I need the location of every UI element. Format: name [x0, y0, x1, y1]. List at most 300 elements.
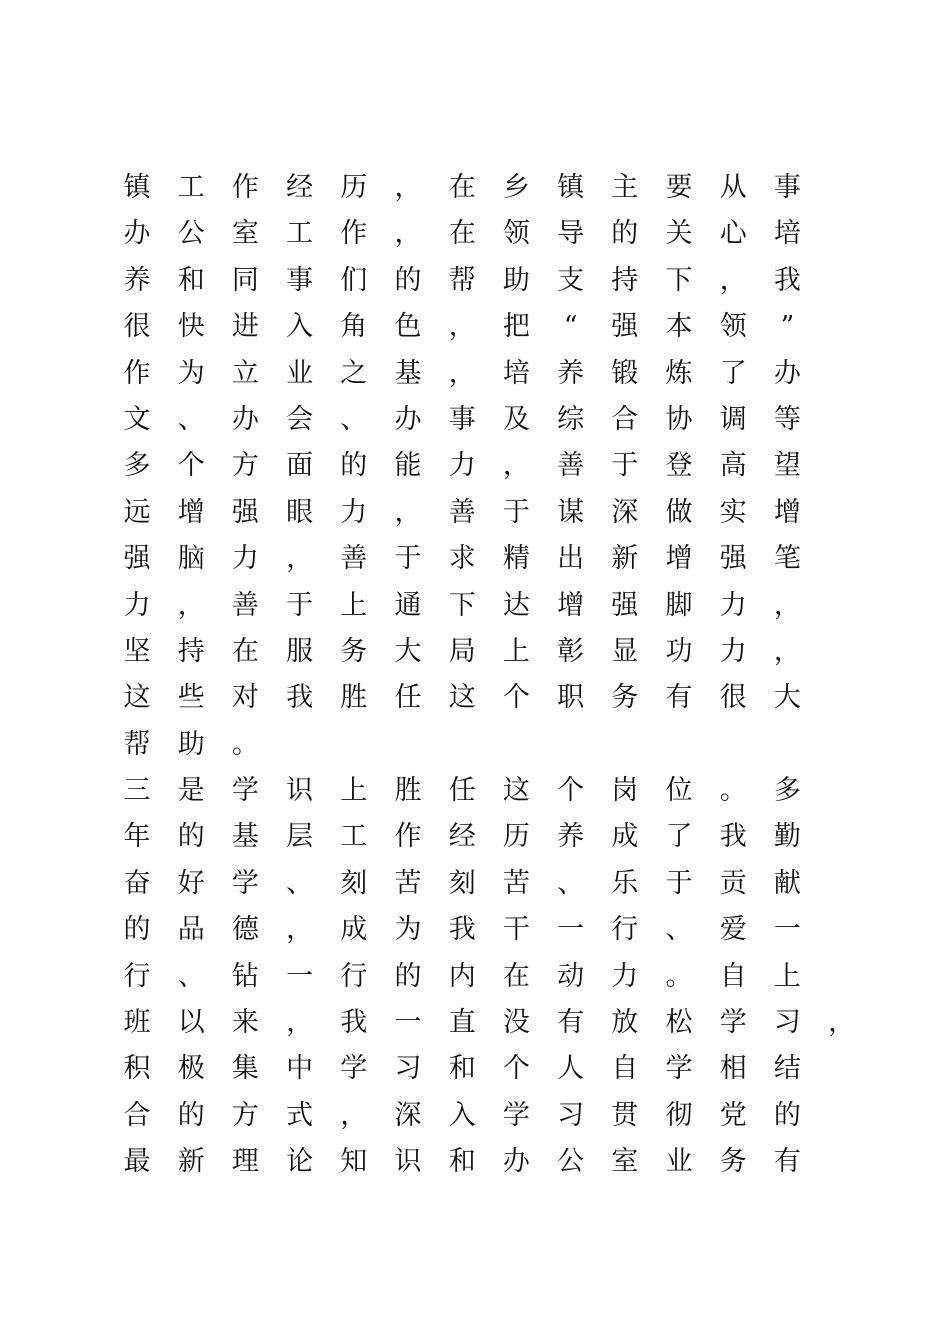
- text-char: 行: [611, 914, 639, 946]
- text-char: 远: [123, 496, 151, 528]
- text-char: 习: [394, 1053, 422, 1085]
- text-char: 为: [394, 914, 422, 946]
- text-char: 上: [773, 960, 801, 992]
- text-line: [0, 629, 950, 675]
- text-char: 放: [611, 1007, 639, 1039]
- text-char: 人: [557, 1053, 585, 1085]
- text-char: 综: [557, 403, 585, 435]
- text-char: 作: [394, 821, 422, 853]
- text-char: 、: [557, 867, 585, 899]
- text-char: 谋: [557, 496, 585, 528]
- text-char: 很: [123, 311, 151, 343]
- text-char: 合: [611, 403, 639, 435]
- text-char: 支: [557, 264, 585, 296]
- text-char: 有: [773, 1146, 801, 1178]
- text-char: 服: [286, 635, 314, 667]
- text-char: 及: [502, 403, 530, 435]
- text-char: ，: [286, 543, 314, 575]
- text-char: 镇: [123, 172, 151, 203]
- text-char: 苦: [394, 867, 422, 899]
- text-char: 在: [448, 218, 476, 250]
- text-char: 成: [611, 821, 639, 853]
- text-char: 领: [502, 218, 530, 250]
- text-char: ，: [394, 172, 422, 203]
- text-char: 胜: [394, 775, 422, 807]
- text-char: 学: [502, 1099, 530, 1131]
- text-char: 集: [231, 1053, 259, 1085]
- text-char: 大: [394, 635, 422, 667]
- text-line: [0, 536, 950, 582]
- text-line: [0, 675, 950, 721]
- text-char: 合: [123, 1099, 151, 1131]
- text-char: 岗: [611, 775, 639, 807]
- text-char: 方: [231, 450, 259, 482]
- text-char: 办: [773, 357, 801, 389]
- text-char: ，: [448, 357, 476, 389]
- text-char: 极: [177, 1053, 205, 1085]
- text-char: 习: [557, 1099, 585, 1131]
- text-char: 干: [502, 914, 530, 946]
- text-char: 德: [231, 914, 259, 946]
- text-char: 我: [448, 914, 476, 946]
- text-char: 帮: [123, 728, 151, 760]
- text-char: 新: [611, 543, 639, 575]
- text-char: 力: [340, 496, 368, 528]
- text-char: 了: [719, 357, 747, 389]
- text-line: [0, 907, 950, 953]
- text-char: 胜: [340, 682, 368, 714]
- text-char: 力: [719, 635, 747, 667]
- text-char: 善: [340, 543, 368, 575]
- text-char: 、: [177, 403, 205, 435]
- text-char: 脚: [665, 589, 693, 621]
- text-char: 论: [286, 1146, 314, 1178]
- text-char: 文: [123, 403, 151, 435]
- text-char: 个: [177, 450, 205, 482]
- text-char: 眼: [286, 496, 314, 528]
- text-char: 了: [665, 821, 693, 853]
- text-char: 和: [177, 264, 205, 296]
- text-char: 的: [394, 264, 422, 296]
- text-char: 善: [557, 450, 585, 482]
- text-char: 彰: [557, 635, 585, 667]
- text-char: 历: [502, 821, 530, 853]
- text-char: 行: [123, 960, 151, 992]
- text-char: 层: [286, 821, 314, 853]
- text-char: 能: [394, 450, 422, 482]
- text-char: 、: [665, 914, 693, 946]
- text-char: 本: [665, 311, 693, 343]
- text-char: 通: [394, 589, 422, 621]
- text-char: 助: [502, 264, 530, 296]
- text-char: 一: [394, 1007, 422, 1039]
- text-char: 于: [611, 450, 639, 482]
- text-char: 实: [719, 496, 747, 528]
- text-char: 内: [448, 960, 476, 992]
- text-char: 作: [340, 218, 368, 250]
- text-char: 锻: [611, 357, 639, 389]
- text-char: 个: [502, 682, 530, 714]
- text-char: 动: [557, 960, 585, 992]
- text-char: 经: [448, 821, 476, 853]
- text-char: 公: [177, 218, 205, 250]
- text-char: 识: [394, 1146, 422, 1178]
- text-char: 务: [340, 635, 368, 667]
- text-char: 调: [719, 403, 747, 435]
- text-char: 助: [177, 728, 205, 760]
- text-char: 乐: [611, 867, 639, 899]
- text-char: 在: [231, 635, 259, 667]
- text-char: 办: [123, 218, 151, 250]
- text-line: [0, 814, 950, 860]
- text-char: 主: [611, 172, 639, 203]
- text-char: 的: [123, 914, 151, 946]
- text-char: 我: [719, 821, 747, 853]
- text-char: 是: [177, 775, 205, 807]
- text-line: [0, 768, 950, 814]
- text-char: 方: [231, 1099, 259, 1131]
- text-char: 之: [340, 357, 368, 389]
- text-char: 勤: [773, 821, 801, 853]
- text-char: 。: [665, 960, 693, 992]
- text-char: 为: [177, 357, 205, 389]
- text-char: 同: [231, 264, 259, 296]
- text-char: 学: [231, 775, 259, 807]
- text-char: 上: [340, 589, 368, 621]
- text-char: 炼: [665, 357, 693, 389]
- text-char: 有: [557, 1007, 585, 1039]
- text-char: 一: [557, 914, 585, 946]
- text-char: 。: [231, 728, 259, 760]
- text-char: 的: [394, 960, 422, 992]
- text-char: ，: [394, 496, 422, 528]
- text-char: 深: [611, 496, 639, 528]
- text-char: 求: [448, 543, 476, 575]
- text-char: 、: [177, 960, 205, 992]
- text-char: 强: [611, 311, 639, 343]
- text-char: 精: [502, 543, 530, 575]
- text-char: 的: [177, 821, 205, 853]
- text-char: 学: [719, 1007, 747, 1039]
- text-char: 笔: [773, 543, 801, 575]
- text-char: 养: [123, 264, 151, 296]
- text-char: 自: [611, 1053, 639, 1085]
- text-char: 公: [557, 1146, 585, 1178]
- text-line: [0, 397, 950, 443]
- text-char: 乡: [502, 172, 530, 203]
- text-char: 最: [123, 1146, 151, 1178]
- text-char: ”: [780, 311, 795, 343]
- text-char: ，: [394, 218, 422, 250]
- text-char: 的: [611, 218, 639, 250]
- text-char: 苦: [502, 867, 530, 899]
- text-line: [0, 1093, 950, 1139]
- text-line: [0, 211, 950, 257]
- text-char: 中: [286, 1053, 314, 1085]
- text-char: 些: [177, 682, 205, 714]
- text-char: 力: [448, 450, 476, 482]
- text-char: 事: [286, 264, 314, 296]
- text-char: 色: [394, 311, 422, 343]
- text-char: 历: [340, 172, 368, 203]
- text-char: 领: [719, 311, 747, 343]
- text-char: 增: [773, 496, 801, 528]
- text-char: 一: [286, 960, 314, 992]
- text-char: 入: [448, 1099, 476, 1131]
- text-char: 成: [340, 914, 368, 946]
- text-char: ，: [448, 311, 476, 343]
- text-char: ，: [340, 1099, 368, 1131]
- text-char: 增: [177, 496, 205, 528]
- text-char: 工: [177, 172, 205, 203]
- text-char: 强: [123, 543, 151, 575]
- text-char: 新: [177, 1146, 205, 1178]
- text-char: 刻: [448, 867, 476, 899]
- text-char: 工: [286, 218, 314, 250]
- text-line: [0, 722, 950, 768]
- text-line: [0, 1139, 950, 1185]
- text-char: 经: [286, 172, 314, 203]
- text-char: 事: [773, 172, 801, 203]
- text-char: 事: [448, 403, 476, 435]
- text-char: 理: [231, 1146, 259, 1178]
- text-char: 善: [231, 589, 259, 621]
- text-char: ，: [773, 589, 801, 621]
- text-char: 品: [177, 914, 205, 946]
- text-char: “: [563, 311, 578, 343]
- text-char: 于: [286, 589, 314, 621]
- text-char: 的: [773, 1099, 801, 1131]
- text-char: 以: [177, 1007, 205, 1039]
- text-char: ，: [828, 1007, 856, 1039]
- text-char: 工: [340, 821, 368, 853]
- text-char: 爱: [719, 914, 747, 946]
- text-char: 多: [123, 450, 151, 482]
- text-char: ，: [286, 914, 314, 946]
- text-char: 识: [286, 775, 314, 807]
- text-char: 结: [773, 1053, 801, 1085]
- text-char: 增: [557, 589, 585, 621]
- text-char: 的: [177, 1099, 205, 1131]
- text-char: 贡: [719, 867, 747, 899]
- text-char: 持: [177, 635, 205, 667]
- text-char: 松: [665, 1007, 693, 1039]
- text-char: 角: [340, 311, 368, 343]
- text-char: 下: [665, 264, 693, 296]
- text-char: 基: [231, 821, 259, 853]
- text-char: 养: [557, 357, 585, 389]
- text-char: 力: [231, 543, 259, 575]
- text-char: 局: [448, 635, 476, 667]
- text-char: 立: [231, 357, 259, 389]
- text-char: 这: [502, 775, 530, 807]
- text-char: 望: [773, 450, 801, 482]
- text-char: 镇: [557, 172, 585, 203]
- text-char: 党: [719, 1099, 747, 1131]
- text-char: ，: [502, 450, 530, 482]
- text-char: 年: [123, 821, 151, 853]
- text-char: 学: [340, 1053, 368, 1085]
- text-char: 室: [611, 1146, 639, 1178]
- text-char: 增: [665, 543, 693, 575]
- text-char: 很: [719, 682, 747, 714]
- text-char: 办: [394, 403, 422, 435]
- text-char: 上: [340, 775, 368, 807]
- text-char: 协: [665, 403, 693, 435]
- text-char: 基: [394, 357, 422, 389]
- text-char: 、: [286, 867, 314, 899]
- text-char: 献: [773, 867, 801, 899]
- text-char: 作: [231, 172, 259, 203]
- text-line: [0, 1046, 950, 1092]
- text-char: 入: [286, 311, 314, 343]
- text-char: 业: [665, 1146, 693, 1178]
- text-line: [0, 351, 950, 397]
- text-char: 的: [340, 450, 368, 482]
- text-char: 帮: [448, 264, 476, 296]
- text-char: 我: [340, 1007, 368, 1039]
- text-char: 会: [286, 403, 314, 435]
- text-char: 要: [665, 172, 693, 203]
- text-char: 进: [231, 311, 259, 343]
- text-char: 显: [611, 635, 639, 667]
- text-char: 班: [123, 1007, 151, 1039]
- text-char: 贯: [611, 1099, 639, 1131]
- text-char: 任: [394, 682, 422, 714]
- text-char: 作: [123, 357, 151, 389]
- text-char: 室: [231, 218, 259, 250]
- text-char: 奋: [123, 867, 151, 899]
- text-line: [0, 304, 950, 350]
- text-char: 把: [502, 311, 530, 343]
- body-text: [0, 165, 950, 1186]
- text-char: 强: [611, 589, 639, 621]
- text-char: 办: [502, 1146, 530, 1178]
- text-line: [0, 490, 950, 536]
- text-line: [0, 165, 950, 211]
- text-char: 大: [773, 682, 801, 714]
- text-line: [0, 861, 950, 907]
- text-char: 对: [231, 682, 259, 714]
- text-char: 培: [773, 218, 801, 250]
- text-char: 务: [719, 1146, 747, 1178]
- text-char: 三: [123, 775, 151, 807]
- text-char: 个: [557, 775, 585, 807]
- text-char: 式: [286, 1099, 314, 1131]
- text-char: 于: [502, 496, 530, 528]
- text-char: 钻: [231, 960, 259, 992]
- text-char: 坚: [123, 635, 151, 667]
- text-char: 快: [177, 311, 205, 343]
- text-char: 积: [123, 1053, 151, 1085]
- text-char: 没: [502, 1007, 530, 1039]
- text-char: 学: [665, 1053, 693, 1085]
- text-char: ，: [719, 264, 747, 296]
- text-line: [0, 583, 950, 629]
- text-char: 和: [448, 1146, 476, 1178]
- text-char: 习: [773, 1007, 801, 1039]
- text-char: 知: [340, 1146, 368, 1178]
- text-char: 相: [719, 1053, 747, 1085]
- text-char: 自: [719, 960, 747, 992]
- text-char: ，: [286, 1007, 314, 1039]
- text-line: [0, 258, 950, 304]
- text-char: 达: [502, 589, 530, 621]
- text-char: 心: [719, 218, 747, 250]
- text-char: 做: [665, 496, 693, 528]
- text-char: 登: [665, 450, 693, 482]
- text-char: 职: [557, 682, 585, 714]
- text-char: 一: [773, 914, 801, 946]
- text-char: 于: [394, 543, 422, 575]
- text-char: 深: [394, 1099, 422, 1131]
- text-char: ，: [773, 635, 801, 667]
- text-char: 强: [231, 496, 259, 528]
- text-char: 下: [448, 589, 476, 621]
- text-char: 这: [123, 682, 151, 714]
- text-char: 学: [231, 867, 259, 899]
- text-char: 。: [719, 775, 747, 807]
- text-char: 善: [448, 496, 476, 528]
- text-char: 力: [611, 960, 639, 992]
- text-char: 我: [286, 682, 314, 714]
- text-char: 等: [773, 403, 801, 435]
- text-char: 我: [773, 264, 801, 296]
- text-line: [0, 954, 950, 1000]
- text-char: 好: [177, 867, 205, 899]
- text-line: [0, 1000, 950, 1046]
- text-char: 出: [557, 543, 585, 575]
- text-char: 在: [502, 960, 530, 992]
- text-char: 面: [286, 450, 314, 482]
- text-char: 任: [448, 775, 476, 807]
- text-char: 在: [448, 172, 476, 203]
- text-char: 上: [502, 635, 530, 667]
- text-char: 直: [448, 1007, 476, 1039]
- text-char: 功: [665, 635, 693, 667]
- text-char: 和: [448, 1053, 476, 1085]
- text-char: 位: [665, 775, 693, 807]
- text-char: 多: [773, 775, 801, 807]
- text-char: 脑: [177, 543, 205, 575]
- text-char: 、: [340, 403, 368, 435]
- text-char: ，: [177, 589, 205, 621]
- text-char: 培: [502, 357, 530, 389]
- text-char: 养: [557, 821, 585, 853]
- text-char: 于: [665, 867, 693, 899]
- text-char: 持: [611, 264, 639, 296]
- text-char: 导: [557, 218, 585, 250]
- text-char: 力: [719, 589, 747, 621]
- text-char: 有: [665, 682, 693, 714]
- text-char: 业: [286, 357, 314, 389]
- text-char: 强: [719, 543, 747, 575]
- text-char: 办: [231, 403, 259, 435]
- text-char: 来: [231, 1007, 259, 1039]
- text-char: 行: [340, 960, 368, 992]
- text-char: 个: [502, 1053, 530, 1085]
- text-char: 这: [448, 682, 476, 714]
- text-char: 关: [665, 218, 693, 250]
- text-char: 刻: [340, 867, 368, 899]
- text-char: 力: [123, 589, 151, 621]
- text-char: 务: [611, 682, 639, 714]
- text-char: 彻: [665, 1099, 693, 1131]
- text-char: 从: [719, 172, 747, 203]
- text-char: 们: [340, 264, 368, 296]
- text-char: 高: [719, 450, 747, 482]
- text-line: [0, 443, 950, 489]
